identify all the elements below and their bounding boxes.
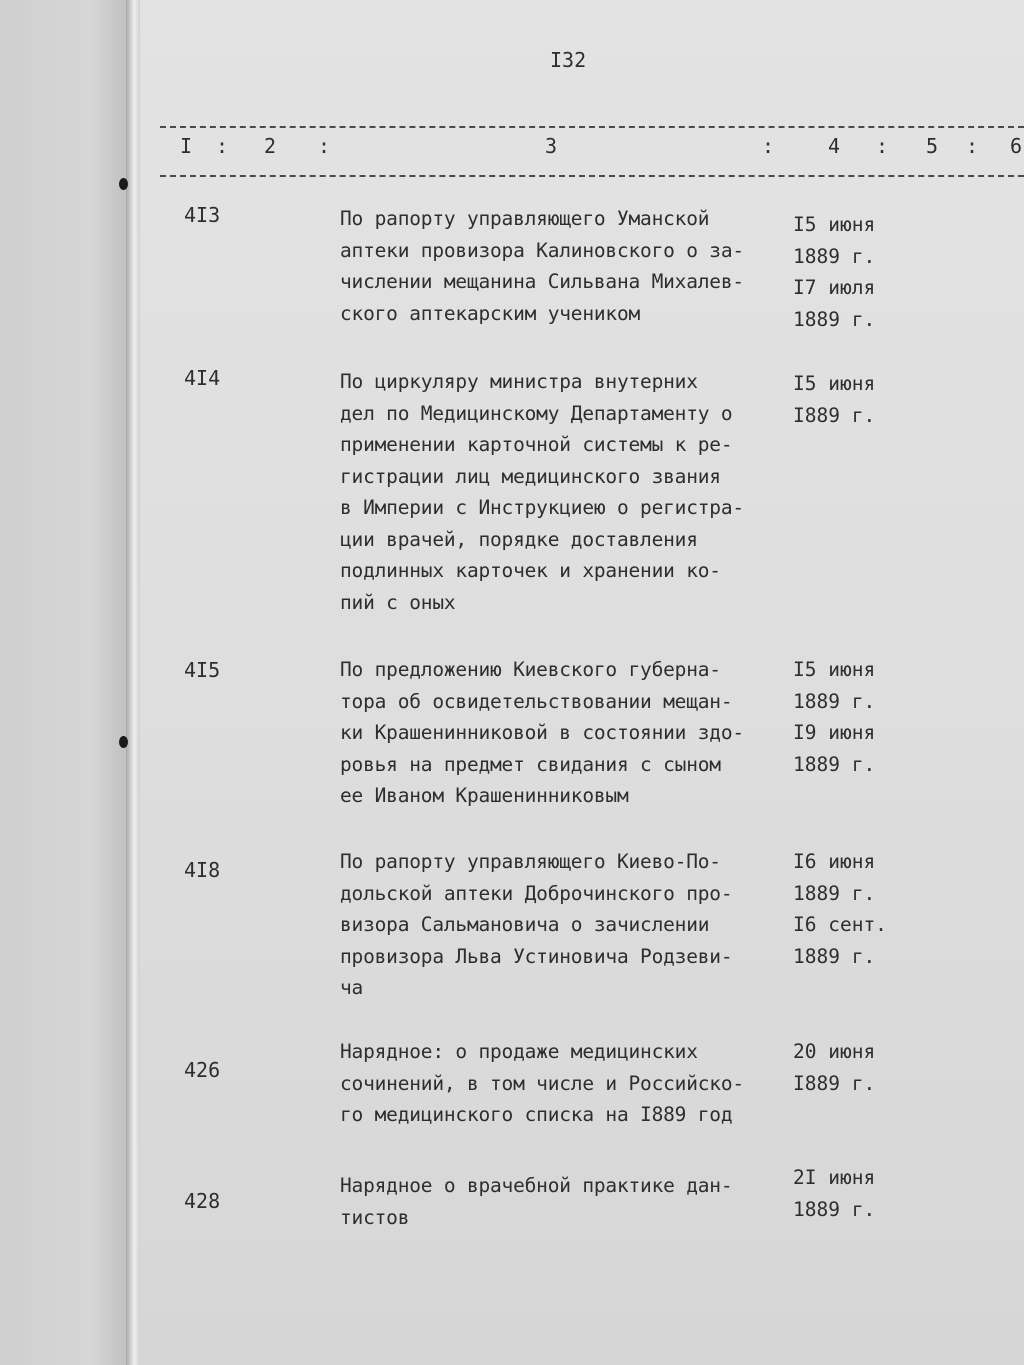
header-col-4: 4: [828, 134, 842, 158]
entry-number: 4I4: [184, 366, 221, 390]
entry-number: 4I5: [184, 658, 221, 682]
entry-description: По рапорту управляющего Киево-По- дольской аптеки Доброчинского про- визора Сальмановича о зачислении провизора Льва Устиновича Родзеви- ча: [340, 850, 733, 999]
entry-description: Нарядное: о продаже медицинских сочинений, в том числе и Российско- го медицинского списка на I889 год: [340, 1040, 744, 1126]
table-top-rule: [160, 126, 1024, 128]
header-separator: :: [318, 134, 332, 158]
header-col-5: 5: [926, 134, 940, 158]
entry-dates: I5 июня 1889 г. I7 июля 1889 г.: [793, 213, 876, 331]
left-page-edge: [0, 0, 132, 1365]
entry-number: 428: [184, 1189, 221, 1213]
header-col-1: I: [180, 134, 194, 158]
entry-dates: 20 июня I889 г.: [793, 1040, 876, 1095]
entry-number: 4I3: [184, 203, 221, 227]
entry-description: По циркуляру министра внутерних дел по Медицинскому Департаменту о применении карточной системы к ре- гистрации лиц медицинского звания в Империи с Инструкциею о регистра- ции врачей, порядке доставления подлинных карточек и хранении ко- пий с оных: [340, 370, 744, 614]
entry-number: 4I8: [184, 858, 221, 882]
book-spine: [126, 0, 140, 1365]
header-col-2: 2: [264, 134, 278, 158]
header-separator: :: [762, 134, 776, 158]
binding-hole-bottom: [119, 736, 128, 748]
table-header-rule: [160, 175, 1024, 177]
header-separator: :: [876, 134, 890, 158]
header-col-3: 3: [545, 134, 559, 158]
binding-hole-top: [119, 178, 128, 190]
entry-dates: I6 июня 1889 г. I6 сент. 1889 г.: [793, 850, 887, 968]
entry-dates: I5 июня 1889 г. I9 июня 1889 г.: [793, 658, 876, 776]
entry-dates: I5 июня I889 г.: [793, 372, 876, 427]
entry-description: По предложению Киевского губерна- тора об освидетельствовании мещан- ки Крашенинниковой в состоянии здо- ровья на предмет свидания с сыном ее Иваном Крашенинниковым: [340, 658, 744, 807]
header-separator: :: [966, 134, 980, 158]
header-col-6: 6: [1010, 134, 1024, 158]
entry-dates: 2I июня 1889 г.: [793, 1166, 876, 1221]
entry-description: Нарядное о врачебной практике дан- тистов: [340, 1174, 733, 1229]
entry-description: По рапорту управляющего Уманской аптеки провизора Калиновского о за- числении мещанина Сильвана Михалев- ского аптекарским учеником: [340, 207, 744, 325]
header-separator: :: [216, 134, 230, 158]
page-number: I32: [550, 48, 587, 72]
entry-number: 426: [184, 1058, 221, 1082]
